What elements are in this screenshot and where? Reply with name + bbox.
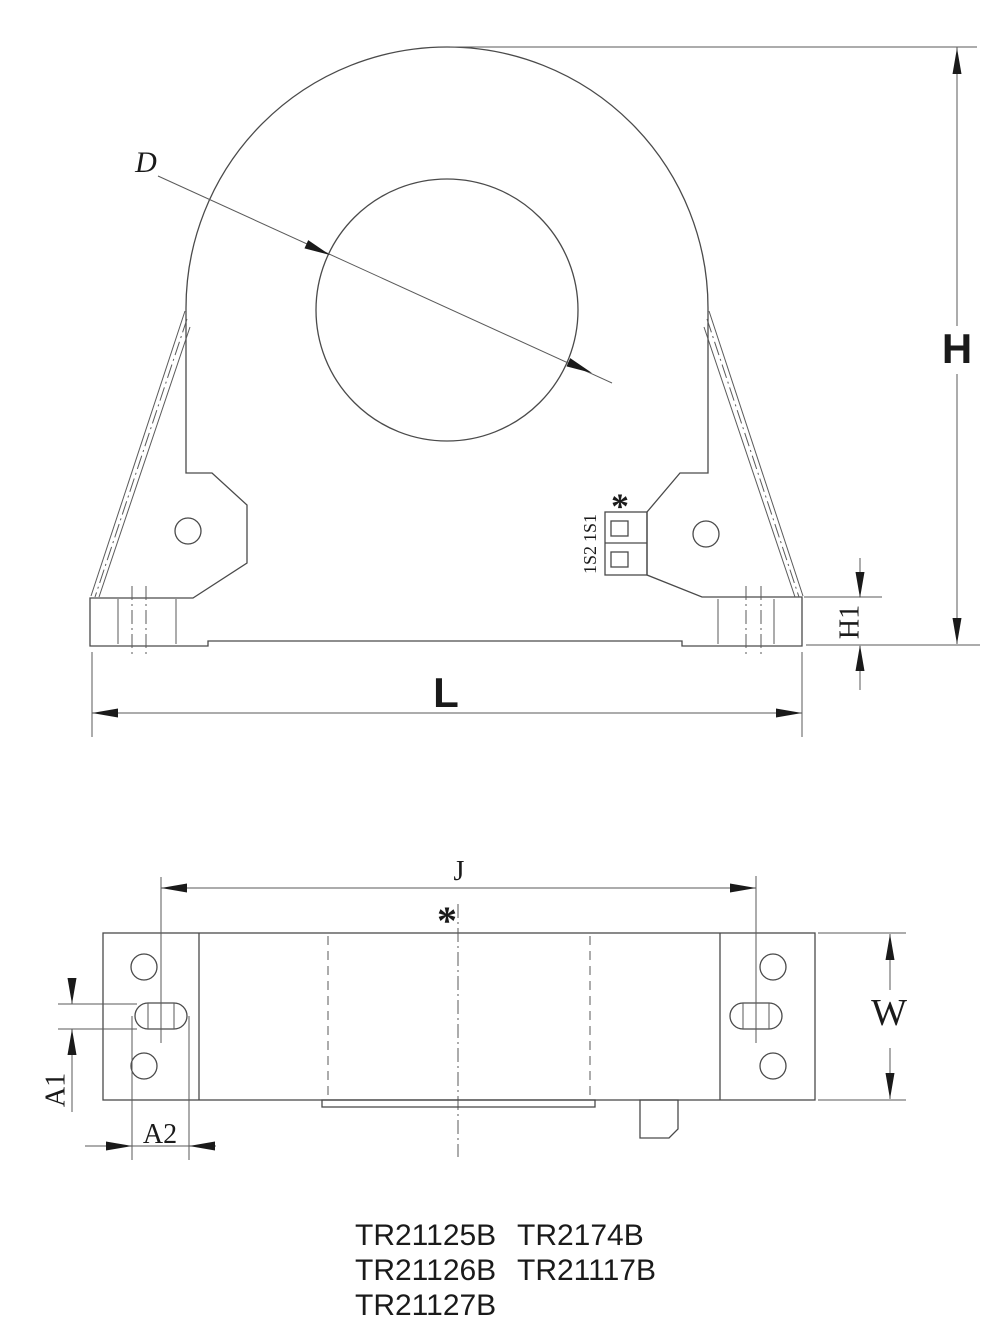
dim-label-a1: A1	[40, 1072, 72, 1108]
terminal-label-1s1: 1S1	[580, 513, 600, 543]
dim-label-l: L	[433, 669, 459, 716]
part-number: TR21127B	[355, 1289, 497, 1322]
dim-label-j: J	[453, 856, 465, 887]
dim-label-h1: H1	[834, 604, 866, 640]
part-number: TR21125B	[355, 1219, 497, 1252]
part-number: TR2174B	[517, 1219, 644, 1252]
dim-label-d: D	[135, 146, 157, 179]
part-number: TR21117B	[517, 1254, 656, 1287]
dim-label-h: H	[941, 325, 973, 372]
dim-label-a2: A2	[142, 1119, 178, 1150]
part-number: TR21126B	[355, 1254, 497, 1287]
terminal-asterisk: *	[611, 486, 629, 526]
terminal-label-1s2: 1S2	[580, 545, 600, 575]
plan-asterisk: *	[437, 898, 457, 943]
dim-label-w: W	[871, 992, 907, 1034]
